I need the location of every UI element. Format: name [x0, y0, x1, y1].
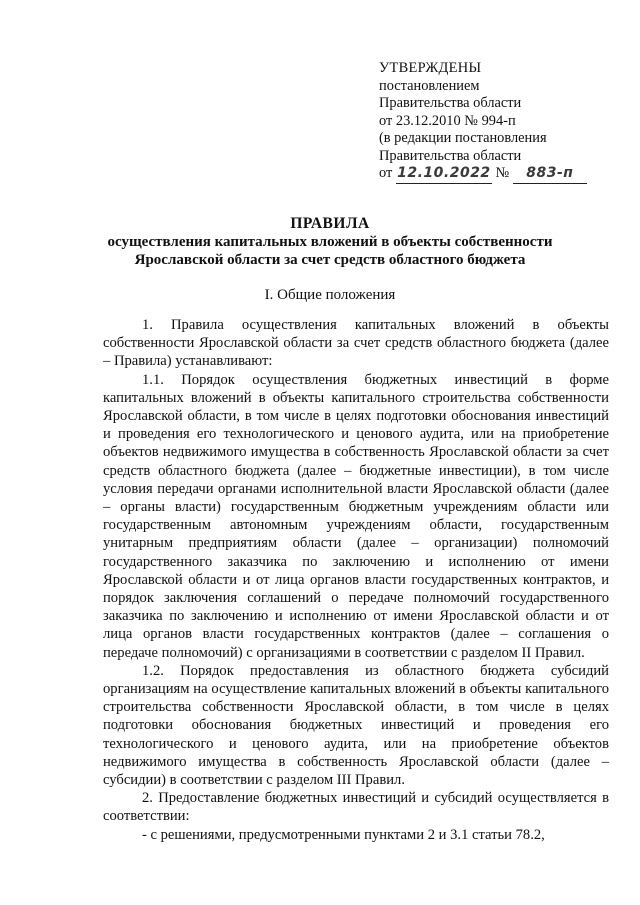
approval-line: Правительства области [379, 147, 522, 164]
approval-line: постановлением [379, 77, 480, 94]
approval-line: от 23.12.2010 № 994-п [379, 112, 516, 129]
paragraph: 1.2. Порядок предоставления из областного бюджета субсидий организациям на осуществление капитальных вложений в объекты капитального строительства собственности Ярославской области, в том числе в целях подготовки обоснования бюджетных инвестиций и проведения его технологического и ценового аудита, или на приобретение объектов недвижимого имущества в собственность Ярославской области (далее – субсидии) в соответствии с разделом III Правил. [103, 662, 609, 789]
document-subtitle-line: Ярославской области за счет средств областного бюджета [134, 252, 526, 268]
document-subtitle-line: осуществления капитальных вложений в объекты собственности [107, 234, 553, 250]
handwritten-date: 12.10.2022 [396, 165, 492, 184]
section-heading: I. Общие положения [264, 287, 396, 303]
paragraph: 1.1. Порядок осуществления бюджетных инвестиций в форме капитальных вложений в объекты капитального строительства собственности Ярославской области, в том числе в целях подготовки обоснования инвестиций и проведения его технологического и ценового аудита, или на приобретение объектов недвижимого имущества в собственность Ярославской области за счет средств областного бюджета (далее – бюджетные инвестиции), в том числе условия передачи органами исполнительной власти Ярославской области (далее – органы власти) государственным бюджетным учреждениям области или государственным автономным учреждениям области, государственным унитарным предприятиям области (далее – организации) полномочий государственного заказчика по заключению и исполнению от имени Ярославской области и от лица органов власти государственных контрактов, и порядок заключения соглашений о передаче полномочий государственного заказчика по заключению и исполнению от имени Ярославской области и от лица органов власти государственных контрактов (далее – соглашения о передаче полномочий) с организациями в соответствии с разделом II Правил. [103, 371, 609, 661]
paragraph: - с решениями, предусмотренными пунктами 2 и 3.1 статьи 78.2, [142, 826, 545, 843]
approval-stamp [379, 60, 609, 184]
approval-signature-line [379, 165, 609, 184]
document-title: ПРАВИЛА [290, 215, 370, 232]
sign-number-symbol: № [495, 165, 510, 181]
approval-line: (в редакции постановления [379, 130, 547, 146]
handwritten-number: 883-п [513, 165, 587, 184]
approval-title: УТВЕРЖДЕНЫ [379, 60, 482, 76]
approval-line: Правительства области [379, 95, 522, 111]
paragraph: 2. Предоставление бюджетных инвестиций и субсидий осуществляется в соответствии: [103, 790, 609, 825]
paragraph: 1. Правила осуществления капитальных вложений в объекты собственности Ярославской области за счет средств областного бюджета (далее – Правила) устанавливают: [103, 317, 609, 370]
sign-prefix: от [379, 165, 393, 181]
document-body [103, 316, 609, 844]
